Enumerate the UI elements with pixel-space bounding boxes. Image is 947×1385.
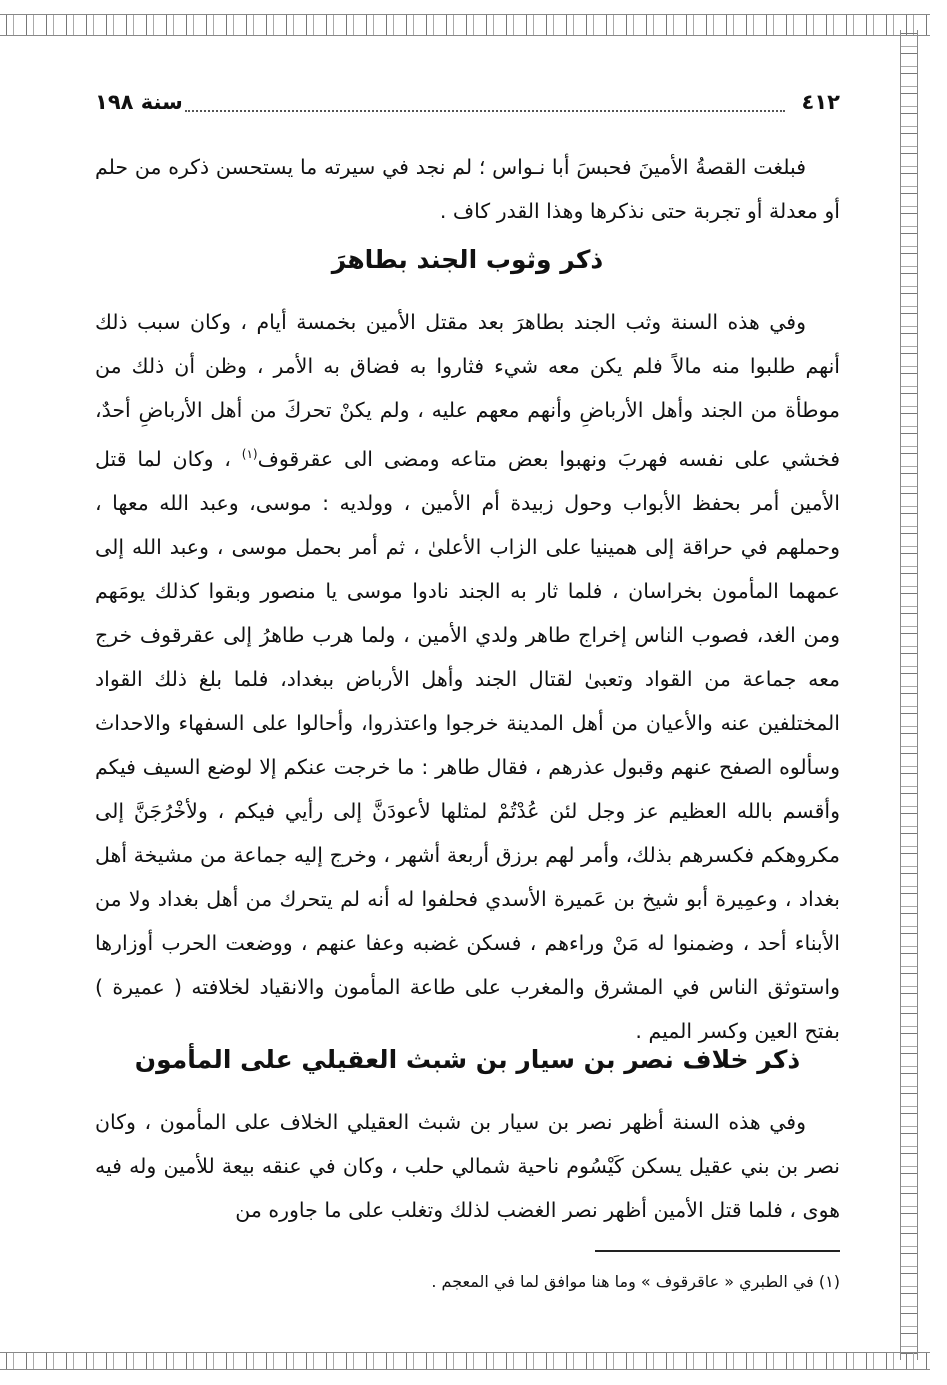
footnote-separator: [595, 1250, 840, 1252]
section-heading-2: ذكر خلاف نصر بن سيار بن شبث العقيلي على المأمون: [134, 1045, 801, 1074]
paragraph-2: [95, 300, 840, 1053]
paragraph-3: وفي هذه السنة أظهر نصر بن سيار بن شبث العقيلي الخلاف على المأمون ، وكان نصر بن بني عقيل يسكن كَيْسُوم ناحية شمالي حلب ، وكان في عنقه بيعة للأمين وله فيه هوى ، فلما قتل الأمين أظهر نصر الغضب لذلك وتغلب على ما جاوره من: [95, 1110, 840, 1222]
decorative-border-right: [900, 30, 918, 1360]
running-head-year: سنة ١٩٨: [95, 90, 183, 114]
footnote-reference: (١): [241, 447, 258, 461]
paragraph-2-part-1: وفي هذه السنة وثب الجند بطاهرَ بعد مقتل الأمين بخمسة أيام ، وكان سبب ذلك أنهم طلبوا منه مالاً فلم يكن معه شيء فثاروا به فضاق به الأمر ، وظن أن ذلك من موطأة من الجند وأهل الأرباضِ وأنهم معهم عليه ، ولم يكنْ تحركَ من أهل الأرباضِ أحدٌ، فخشي على نفسه فهربَ ونهبوا بعض متاعه ومضى الى عقرقوف: [95, 310, 840, 471]
footnote: (١) في الطبري « عاقرقوف » وما هنا موافق لما في المعجم .: [431, 1272, 840, 1291]
decorative-border-bottom: [0, 1352, 930, 1370]
decorative-border-top: [0, 14, 930, 36]
section-heading-1: ذكر وثوب الجند بطاهرَ: [331, 245, 604, 274]
paragraph-2-part-2: ، وكان لما قتل الأمين أمر بحفظ الأبواب وحول زبيدة أم الأمين ، وولديه : موسى، وعبد الله معها ، وحملهم في حراقة إلى همينيا على الزاب الأعلىٰ ، ثم أمر بحمل موسى ، وعبد الله إلى عمهما المأمون بخراسان ، فلما ثار به الجند نادوا موسى يا منصور وبقوا كذلك يومَهم ومن الغد، فصوب الناس إخراج طاهر ولدي الأمين ، ولما هرب طاهرُ إلى عقرقوف خرج معه جماعة من القواد وتعبىٰ لقتال الجند وأهل الأرباض ببغداد، فلما بلغ ذلك القواد المختلفين عنه والأعيان من أهل المدينة خرجوا واعتذروا، وأحالوا على السفهاء والاحداث وسألوه الصفح عنهم وقبول عذرهم ، فقال طاهر : ما خرجت عنكم إلا لوضع السيف فيكم وأقسم بالله العظيم عز وجل لئن عُدْتُمْ لمثلها لأعودَنَّ إلى رأيي فيكم ، ولأخْرُجَنَّ إلى مكروهكم فكسرهم بذلك، وأمر لهم برزق أربعة أشهر ، وخرج إليه جماعة من مشيخة أهل بغداد ، وعمِيرة أبو شيخ بن عَميرة الأسدي فحلفوا له أنه لم يتحرك من أهل بغداد ولا من الأبناء أحد ، وضمنوا له مَنْ وراءهم ، فسكن غضبه وعفا عنهم ، ووضعت الحرب أوزارها واستوثق الناس في المشرق والمغرب على طاعة المأمون والانقياد لخلافته ( عميرة ) بفتح العين وكسر الميم .: [95, 446, 840, 1043]
page-header: [95, 90, 840, 120]
header-dotted-rule: [185, 110, 785, 112]
paragraph-1: فبلغت القصةُ الأمينَ فحبسَ أبا نـواس ؛ لم نجد في سيرته ما يستحسن ذكره من حلم أو معدلة أو تجربة حتى نذكرها وهذا القدر كاف .: [95, 155, 840, 223]
page-number: ٤١٢: [801, 90, 840, 114]
